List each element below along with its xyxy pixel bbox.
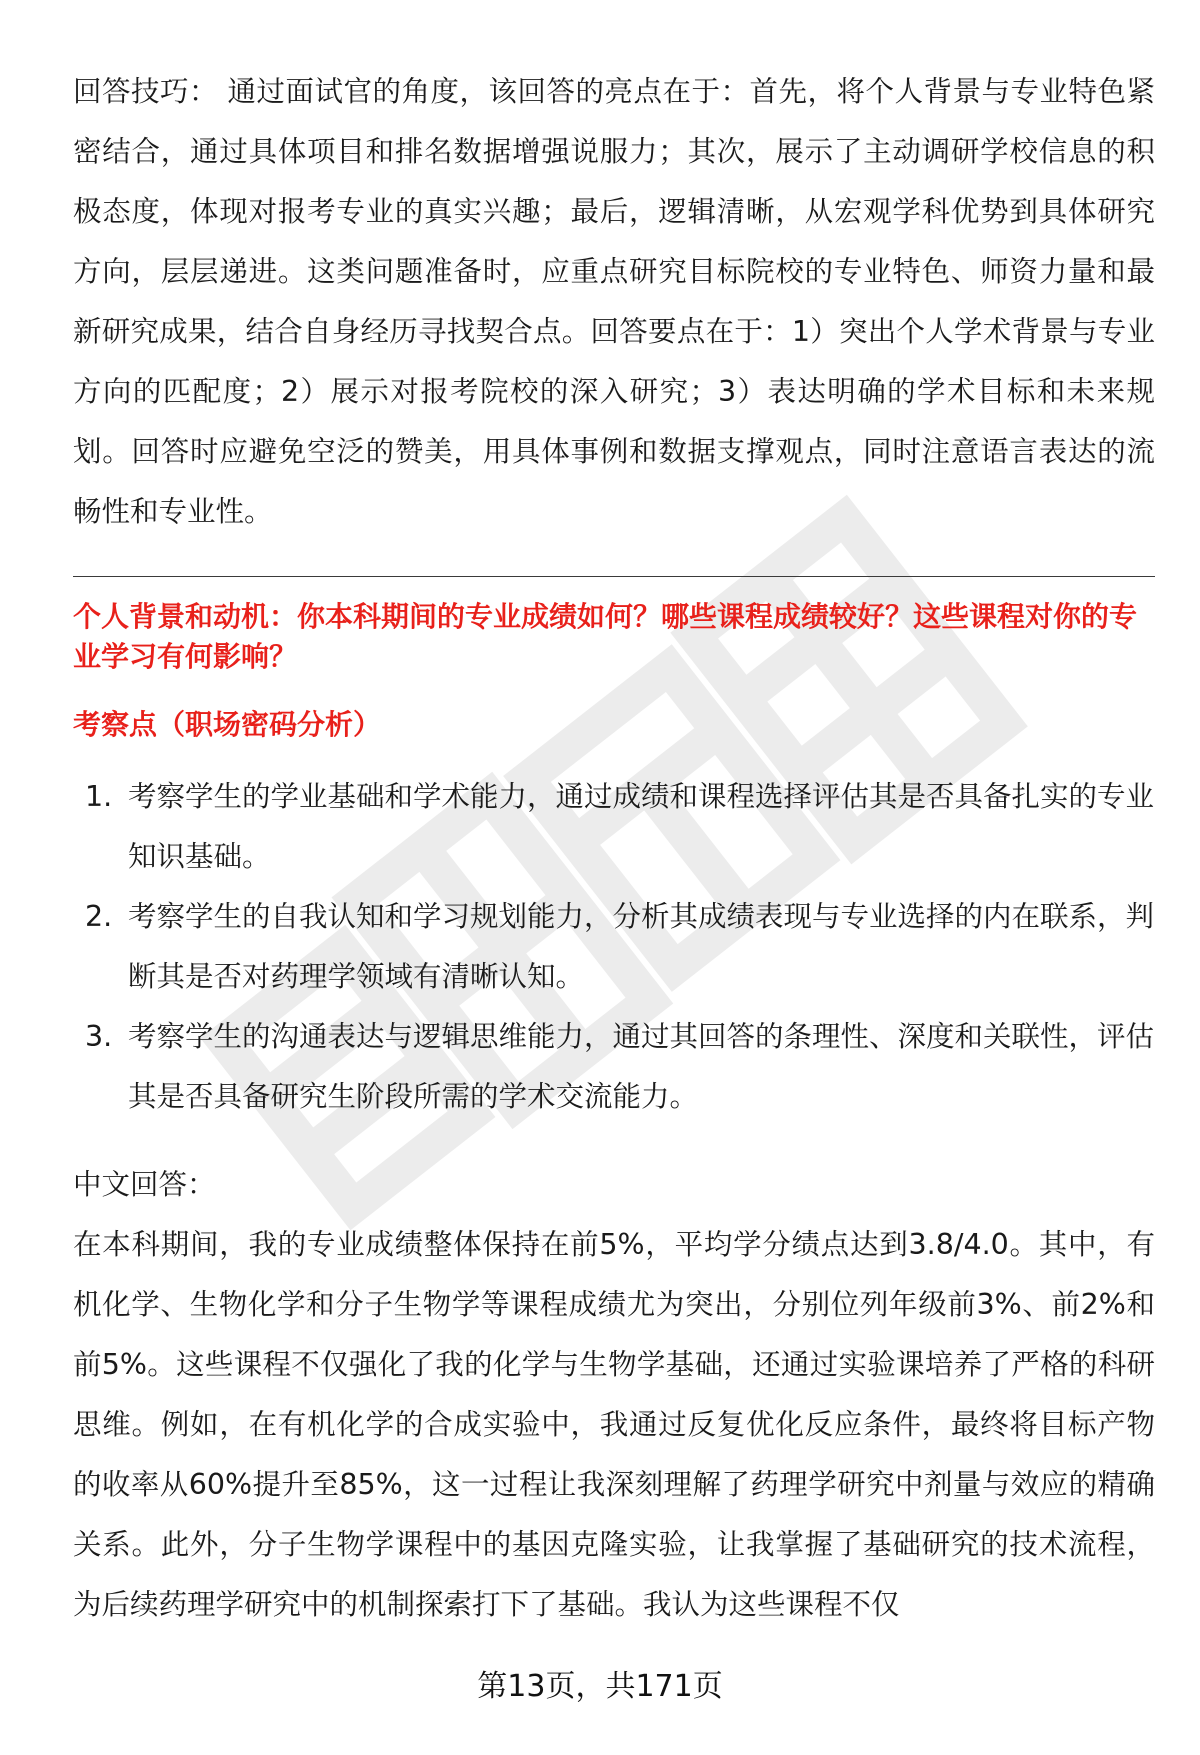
page-content <box>73 62 1155 1635</box>
list-item-number: 2. <box>85 900 113 933</box>
list-item <box>73 767 1155 887</box>
section-divider <box>73 576 1155 577</box>
answer-tips-paragraph: 回答技巧： 通过面试官的角度，该回答的亮点在于：首先，将个人背景与专业特色紧密结合，通过具体项目和排名数据增强说服力；其次，展示了主动调研学校信息的积极态度，体现对报考专业的真实兴趣；最后，逻辑清晰，从宏观学科优势到具体研究方向，层层递进。这类问题准备时，应重点研究目标院校的专业特色、师资力量和最新研究成果，结合自身经历寻找契合点。回答要点在于：1）突出个人学术背景与专业方向的匹配度；2）展示对报考院校的深入研究；3）表达明确的学术目标和未来规划。回答时应避免空泛的赞美，用具体事例和数据支撑观点，同时注意语言表达的流畅性和专业性。 <box>73 75 1155 528</box>
page-number-footer: 第13页，共171页 <box>477 1669 723 1704</box>
chinese-answer-paragraph: 在本科期间，我的专业成绩整体保持在前5%，平均学分绩点达到3.8/4.0。其中，有机化学、生物化学和分子生物学等课程成绩尤为突出，分别位列年级前3%、前2%和前5%。这些课程不仅强化了我的化学与生物学基础，还通过实验课培养了严格的科研思维。例如，在有机化学的合成实验中，我通过反复优化反应条件，最终将目标产物的收率从60%提升至85%，这一过程让我深刻理解了药理学研究中剂量与效应的精确关系。此外，分子生物学课程中的基因克隆实验，让我掌握了基础研究的技术流程，为后续药理学研究中的机制探索打下了基础。我认为这些课程不仅 <box>73 1228 1155 1621</box>
list-item-number: 1. <box>85 780 113 813</box>
list-item-number: 3. <box>85 1020 113 1053</box>
list-item <box>73 1007 1155 1127</box>
list-item-text: 考察学生的沟通表达与逻辑思维能力，通过其回答的条理性、深度和关联性，评估其是否具备研究生阶段所需的学术交流能力。 <box>128 1020 1155 1113</box>
list-item-text: 考察学生的学业基础和学术能力，通过成绩和课程选择评估其是否具备扎实的专业知识基础。 <box>128 780 1155 873</box>
examine-points-heading: 考察点（职场密码分析） <box>73 708 382 741</box>
question-heading: 个人背景和动机：你本科期间的专业成绩如何？哪些课程成绩较好？这些课程对你的专业学习有何影响？ <box>73 600 1138 673</box>
list-item <box>73 887 1155 1007</box>
examine-points-list <box>73 767 1155 1127</box>
chinese-answer-label: 中文回答： <box>73 1168 216 1201</box>
list-item-text: 考察学生的自我认知和学习规划能力，分析其成绩表现与专业选择的内在联系，判断其是否对药理学领域有清晰认知。 <box>128 900 1155 993</box>
